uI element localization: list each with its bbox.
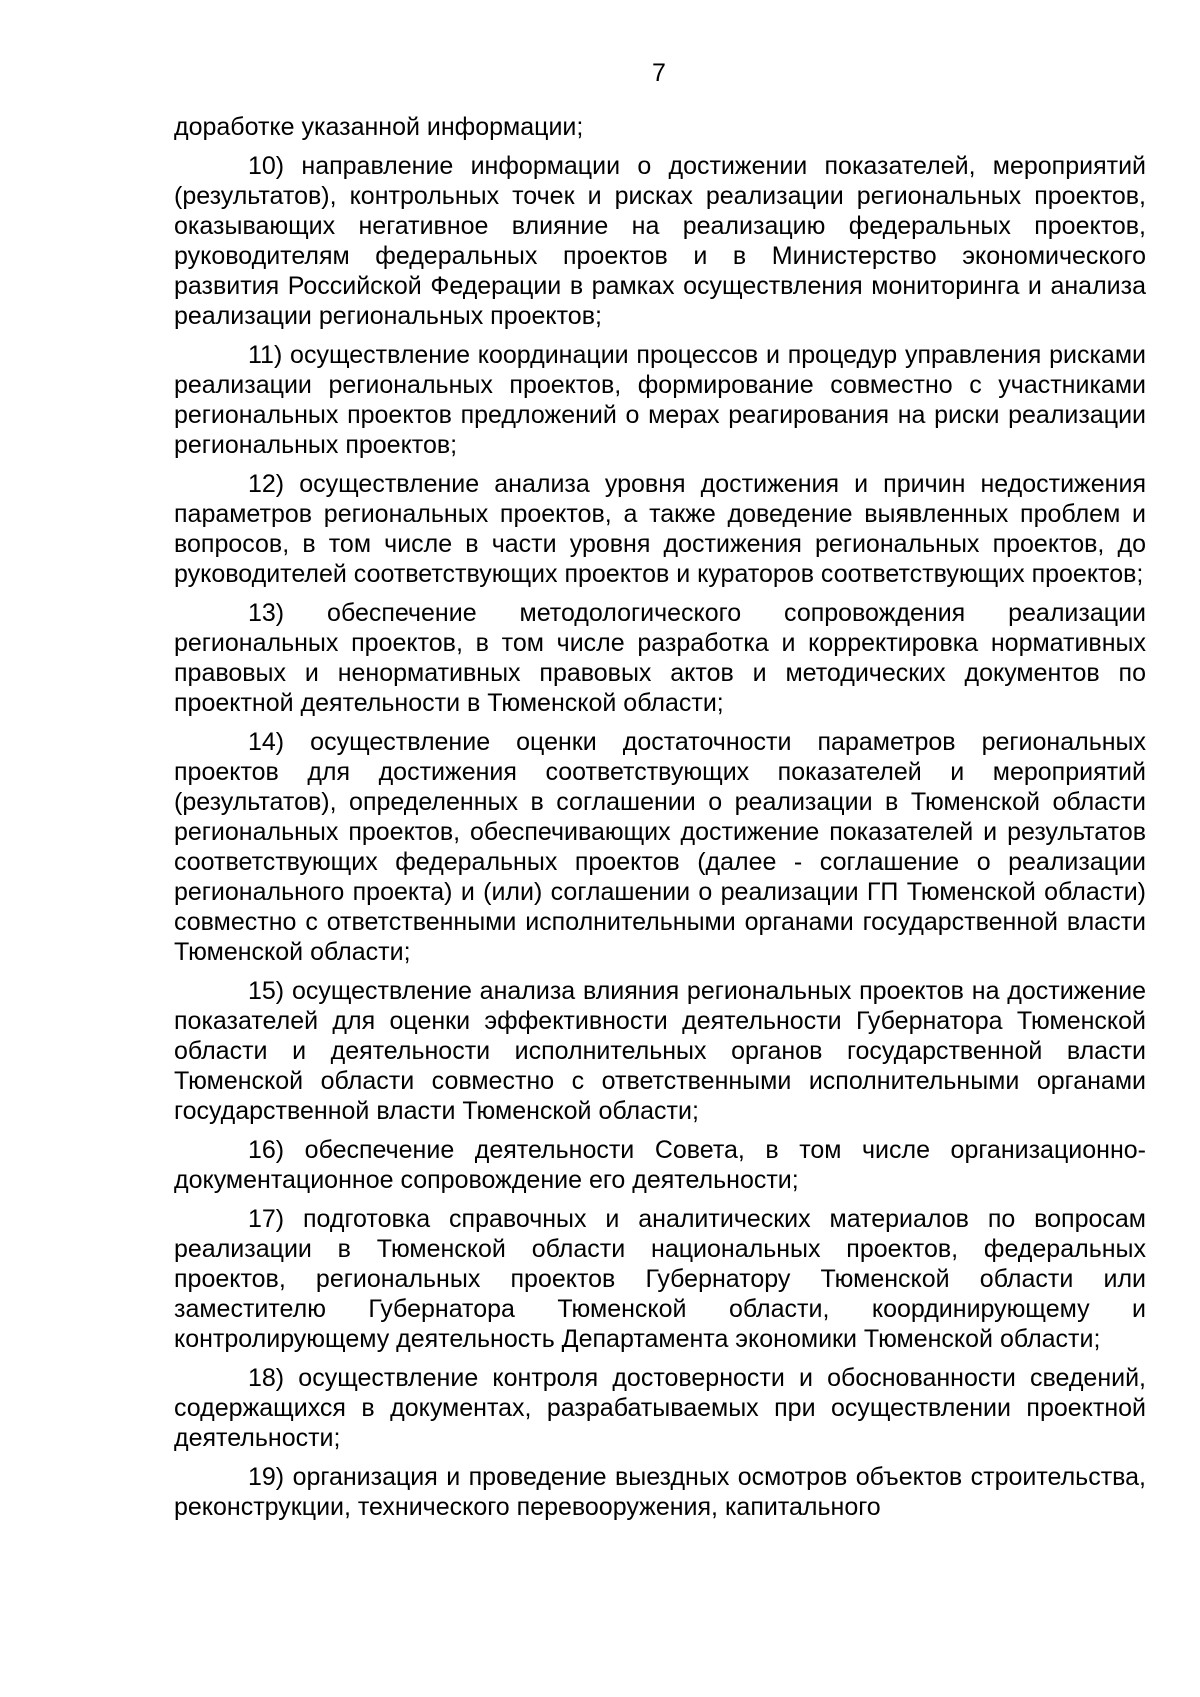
paragraph-item-10: 10) направление информации о достижении показателей, мероприятий (результатов), контрольных точек и рисках реализации региональных проектов, оказывающих негативное влияние на реализацию федеральных проектов, руководителям федеральных проектов и в Министерство экономического развития Российской Федерации в рамках осуществления мониторинга и анализа реализации региональных проектов;	[174, 152, 1146, 330]
paragraph-item-14: 14) осуществление оценки достаточности параметров региональных проектов для достижения соответствующих показателей и мероприятий (результатов), определенных в соглашении о реализации в Тюменской области региональных проектов, обеспечивающих достижение показателей и результатов соответствующих федеральных проектов (далее - соглашение о реализации регионального проекта) и (или) соглашении о реализации ГП Тюменской области) совместно с ответственными исполнительными органами государственной власти Тюменской области;	[174, 728, 1146, 966]
paragraph-item-15: 15) осуществление анализа влияния региональных проектов на достижение показателей для оценки эффективности деятельности Губернатора Тюменской области и деятельности исполнительных органов государственной власти Тюменской области совместно с ответственными исполнительными органами государственной власти Тюменской области;	[174, 977, 1146, 1125]
paragraph-item-19: 19) организация и проведение выездных осмотров объектов строительства, реконструкции, технического перевооружения, капитального	[174, 1463, 1146, 1521]
paragraph-item-16: 16) обеспечение деятельности Совета, в том числе организационно-документационное сопровождение его деятельности;	[174, 1136, 1146, 1194]
document-body	[174, 112, 1146, 1531]
paragraph-item-12: 12) осуществление анализа уровня достижения и причин недостижения параметров региональных проектов, а также доведение выявленных проблем и вопросов, в том числе в части уровня достижения региональных проектов, до руководителей соответствующих проектов и кураторов соответствующих проектов;	[174, 470, 1146, 588]
paragraph-continuation: доработке указанной информации;	[174, 113, 584, 141]
page-number: 7	[652, 59, 666, 87]
paragraph-item-13: 13) обеспечение методологического сопровождения реализации региональных проектов, в том числе разработка и корректировка нормативных правовых и ненормативных правовых актов и методических документов по проектной деятельности в Тюменской области;	[174, 599, 1146, 717]
paragraph-item-18: 18) осуществление контроля достоверности и обоснованности сведений, содержащихся в документах, разрабатываемых при осуществлении проектной деятельности;	[174, 1364, 1146, 1452]
paragraph-item-11: 11) осуществление координации процессов и процедур управления рисками реализации региональных проектов, формирование совместно с участниками региональных проектов предложений о мерах реагирования на риски реализации региональных проектов;	[174, 341, 1146, 459]
paragraph-item-17: 17) подготовка справочных и аналитических материалов по вопросам реализации в Тюменской области национальных проектов, федеральных проектов, региональных проектов Губернатору Тюменской области или заместителю Губернатора Тюменской области, координирующему и контролирующему деятельность Департамента экономики Тюменской области;	[174, 1205, 1146, 1353]
